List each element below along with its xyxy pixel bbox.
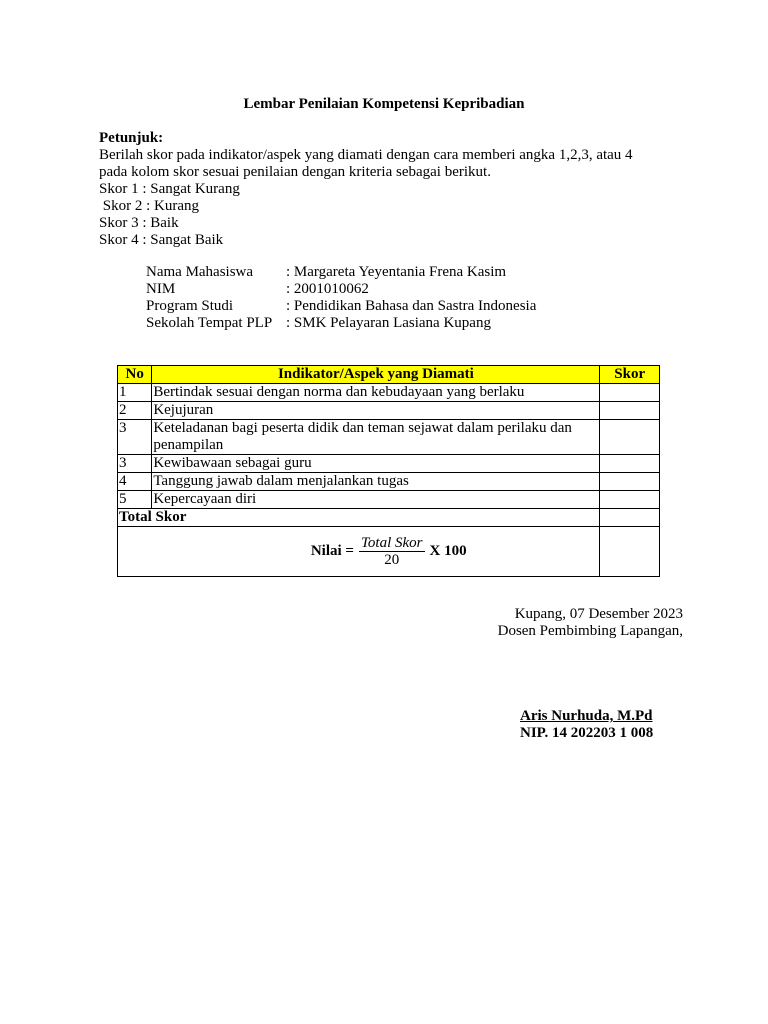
formula-denominator: 20 (384, 552, 400, 568)
table-header-row (118, 366, 660, 384)
grade-formula (119, 527, 598, 576)
header-indicator: Indikator/Aspek yang Diamati (152, 366, 600, 384)
table-row (118, 455, 660, 473)
header-score: Skor (600, 366, 660, 384)
instructions (99, 130, 679, 249)
score-cell[interactable] (600, 384, 660, 402)
row-number: 4 (118, 473, 152, 491)
identity-row-name (146, 264, 536, 281)
identity-label: NIM (146, 281, 176, 297)
instructions-heading: Petunjuk: (99, 130, 164, 146)
identity-row-nim (146, 281, 536, 298)
score-cell[interactable] (600, 402, 660, 420)
identity-value: : 2001010062 (286, 281, 369, 297)
formula-suffix: X 100 (429, 543, 467, 559)
formula-cell (118, 527, 600, 577)
formula-fraction (359, 535, 425, 568)
identity-row-school (146, 315, 536, 332)
assessment-table (117, 365, 660, 577)
total-row (118, 509, 660, 527)
row-number: 2 (118, 402, 152, 420)
row-indicator: Tanggung jawab dalam menjalankan tugas (152, 473, 600, 491)
score-cell[interactable] (600, 455, 660, 473)
row-number: 3 (118, 420, 152, 455)
identity-value: : Pendidikan Bahasa dan Sastra Indonesia (286, 298, 537, 314)
formula-prefix: Nilai = (310, 543, 354, 559)
identity-value: : SMK Pelayaran Lasiana Kupang (286, 315, 491, 331)
score-criteria-1: Skor 1 : Sangat Kurang (99, 181, 240, 197)
table-row (118, 402, 660, 420)
signature-block (520, 708, 653, 742)
identity-label: Sekolah Tempat PLP (146, 315, 273, 331)
total-score-cell[interactable] (600, 509, 660, 527)
table-row (118, 491, 660, 509)
score-criteria-3: Skor 3 : Baik (99, 215, 179, 231)
identity-label: Nama Mahasiswa (146, 264, 254, 280)
row-number: 1 (118, 384, 152, 402)
student-identity (146, 264, 536, 332)
table-row (118, 473, 660, 491)
instruction-line: Berilah skor pada indikator/aspek yang diamati dengan cara memberi angka 1,2,3, atau 4 (99, 147, 633, 163)
document-title: Lembar Penilaian Kompetensi Kepribadian (243, 96, 525, 112)
instruction-line: pada kolom skor sesuai penilaian dengan kriteria sebagai berikut. (99, 164, 491, 180)
formula-numerator: Total Skor (360, 535, 423, 551)
formula-row (118, 527, 660, 577)
score-criteria-4: Skor 4 : Sangat Baik (99, 232, 224, 248)
row-indicator: Kewibawaan sebagai guru (152, 455, 600, 473)
row-indicator: Kejujuran (152, 402, 600, 420)
identity-row-program (146, 298, 536, 315)
final-score-cell[interactable] (600, 527, 660, 577)
table-row (118, 384, 660, 402)
score-cell[interactable] (600, 473, 660, 491)
signer-role: Dosen Pembimbing Lapangan, (497, 623, 683, 639)
identity-value: : Margareta Yeyentania Frena Kasim (286, 264, 507, 280)
signer-name: Aris Nurhuda, M.Pd (520, 708, 653, 724)
row-number: 3 (118, 455, 152, 473)
row-indicator: Kepercayaan diri (152, 491, 600, 509)
identity-label: Program Studi (146, 298, 234, 314)
signer-nip: NIP. 14 202203 1 008 (520, 725, 654, 741)
signature-location (498, 606, 683, 640)
score-cell[interactable] (600, 491, 660, 509)
table-row (118, 420, 660, 455)
row-number: 5 (118, 491, 152, 509)
score-criteria-2: Skor 2 : Kurang (99, 198, 199, 214)
place-date: Kupang, 07 Desember 2023 (514, 606, 683, 622)
total-score-label: Total Skor (118, 509, 600, 527)
row-indicator: Keteladanan bagi peserta didik dan teman sejawat dalam perilaku dan penampilan (152, 420, 600, 455)
score-cell[interactable] (600, 420, 660, 455)
row-indicator: Bertindak sesuai dengan norma dan kebudayaan yang berlaku (152, 384, 600, 402)
header-no: No (118, 366, 152, 384)
